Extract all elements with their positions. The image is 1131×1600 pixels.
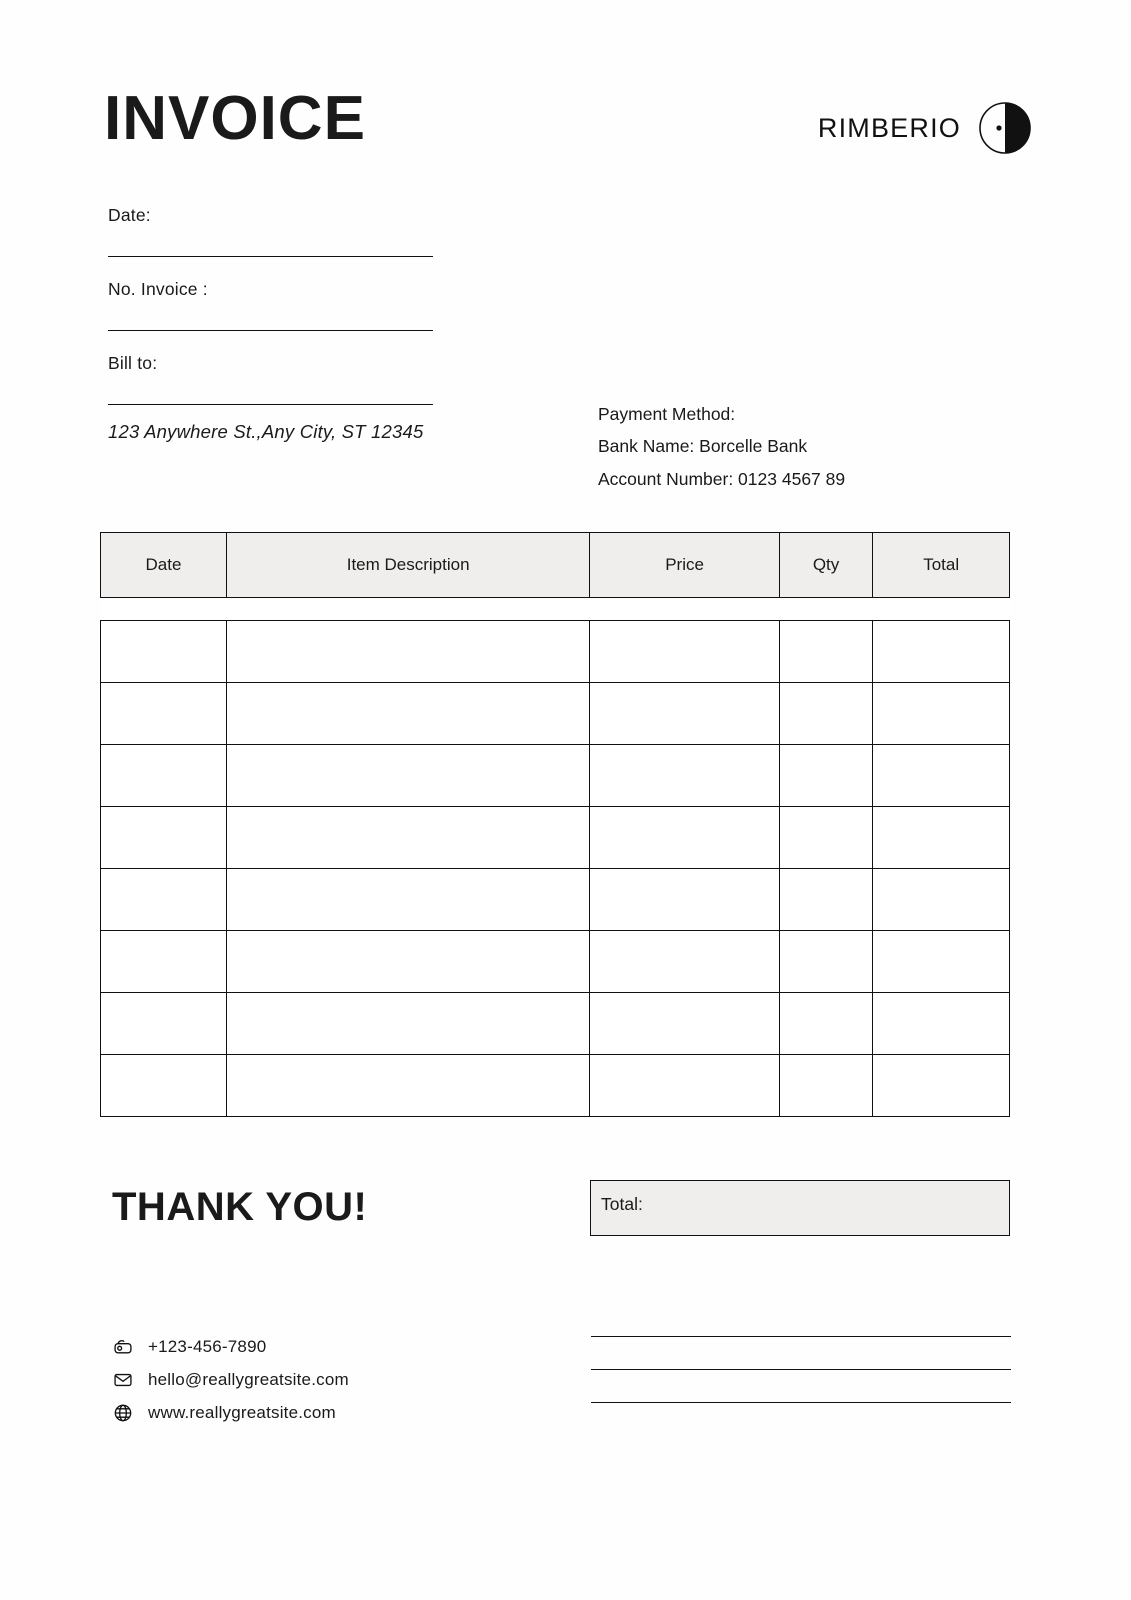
column-header-total: Total	[873, 533, 1010, 598]
table-row	[101, 1055, 1010, 1117]
cell-date[interactable]	[101, 869, 227, 931]
cell-price[interactable]	[590, 1055, 779, 1117]
table-row	[101, 993, 1010, 1055]
cell-item-description[interactable]	[226, 869, 589, 931]
date-input-line[interactable]	[108, 256, 433, 257]
bill-to-address: 123 Anywhere St.,Any City, ST 12345	[108, 421, 424, 442]
contact-website-text: www.reallygreatsite.com	[148, 1402, 336, 1422]
cell-qty[interactable]	[779, 931, 872, 993]
cell-price[interactable]	[590, 745, 779, 807]
signature-lines	[591, 1336, 1011, 1435]
cell-item-description[interactable]	[226, 683, 589, 745]
bill-to-input-line[interactable]	[108, 404, 433, 405]
cell-price[interactable]	[590, 869, 779, 931]
cell-total[interactable]	[873, 683, 1010, 745]
invoice-meta	[108, 205, 528, 443]
cell-item-description[interactable]	[226, 931, 589, 993]
column-header-date: Date	[101, 533, 227, 598]
cell-date[interactable]	[101, 807, 227, 869]
table-spacer-row	[101, 598, 1010, 621]
cell-price[interactable]	[590, 683, 779, 745]
email-icon	[112, 1369, 134, 1391]
cell-date[interactable]	[101, 1055, 227, 1117]
table-row	[101, 683, 1010, 745]
cell-qty[interactable]	[779, 1055, 872, 1117]
circle-moon-logo-icon	[979, 102, 1031, 154]
cell-price[interactable]	[590, 807, 779, 869]
invoice-number-label: No. Invoice :	[108, 279, 208, 299]
column-header-qty: Qty	[779, 533, 872, 598]
contact-email[interactable]	[112, 1363, 349, 1396]
contact-website[interactable]	[112, 1396, 349, 1429]
bank-name: Bank Name: Borcelle Bank	[598, 436, 808, 457]
cell-date[interactable]	[101, 621, 227, 683]
signature-line-2[interactable]	[591, 1369, 1011, 1370]
cell-date[interactable]	[101, 931, 227, 993]
cell-total[interactable]	[873, 807, 1010, 869]
thank-you-heading: THANK YOU!	[112, 1185, 368, 1229]
total-label: Total:	[601, 1194, 643, 1214]
cell-price[interactable]	[590, 621, 779, 683]
page-title: INVOICE	[104, 84, 366, 153]
contact-email-text: hello@reallygreatsite.com	[148, 1369, 349, 1389]
table-row	[101, 745, 1010, 807]
cell-qty[interactable]	[779, 621, 872, 683]
cell-date[interactable]	[101, 745, 227, 807]
globe-icon	[112, 1402, 134, 1424]
contact-phone-text: +123-456-7890	[148, 1336, 267, 1356]
payment-method-label: Payment Method:	[598, 404, 736, 424]
cell-qty[interactable]	[779, 807, 872, 869]
cell-item-description[interactable]	[226, 745, 589, 807]
account-number: Account Number: 0123 4567 89	[598, 468, 846, 489]
signature-line-3[interactable]	[591, 1402, 1011, 1403]
invoice-number-input-line[interactable]	[108, 330, 433, 331]
contact-phone[interactable]	[112, 1330, 349, 1363]
cell-total[interactable]	[873, 993, 1010, 1055]
invoice-header	[100, 84, 1031, 168]
column-header-price: Price	[590, 533, 779, 598]
brand	[818, 102, 1031, 154]
cell-qty[interactable]	[779, 745, 872, 807]
cell-qty[interactable]	[779, 993, 872, 1055]
cell-price[interactable]	[590, 931, 779, 993]
column-header-item-description: Item Description	[226, 533, 589, 598]
cell-item-description[interactable]	[226, 621, 589, 683]
phone-icon	[112, 1336, 134, 1358]
cell-item-description[interactable]	[226, 993, 589, 1055]
table-row	[101, 621, 1010, 683]
cell-total[interactable]	[873, 869, 1010, 931]
cell-total[interactable]	[873, 931, 1010, 993]
invoice-items-table	[100, 532, 1010, 1117]
signature-line-1[interactable]	[591, 1336, 1011, 1337]
cell-qty[interactable]	[779, 683, 872, 745]
cell-date[interactable]	[101, 683, 227, 745]
payment-method-block	[598, 398, 845, 495]
cell-date[interactable]	[101, 993, 227, 1055]
table-row	[101, 869, 1010, 931]
total-box[interactable]	[590, 1180, 1010, 1236]
table-row	[101, 931, 1010, 993]
contact-list	[112, 1330, 349, 1429]
cell-item-description[interactable]	[226, 807, 589, 869]
table-row	[101, 807, 1010, 869]
cell-total[interactable]	[873, 621, 1010, 683]
cell-price[interactable]	[590, 993, 779, 1055]
brand-name: RIMBERIO	[817, 112, 961, 143]
cell-item-description[interactable]	[226, 1055, 589, 1117]
cell-total[interactable]	[873, 1055, 1010, 1117]
table-header-row	[101, 533, 1010, 598]
cell-qty[interactable]	[779, 869, 872, 931]
date-label: Date:	[108, 205, 151, 225]
bill-to-label: Bill to:	[108, 353, 158, 373]
cell-total[interactable]	[873, 745, 1010, 807]
table-spacer-cell	[101, 598, 1010, 621]
